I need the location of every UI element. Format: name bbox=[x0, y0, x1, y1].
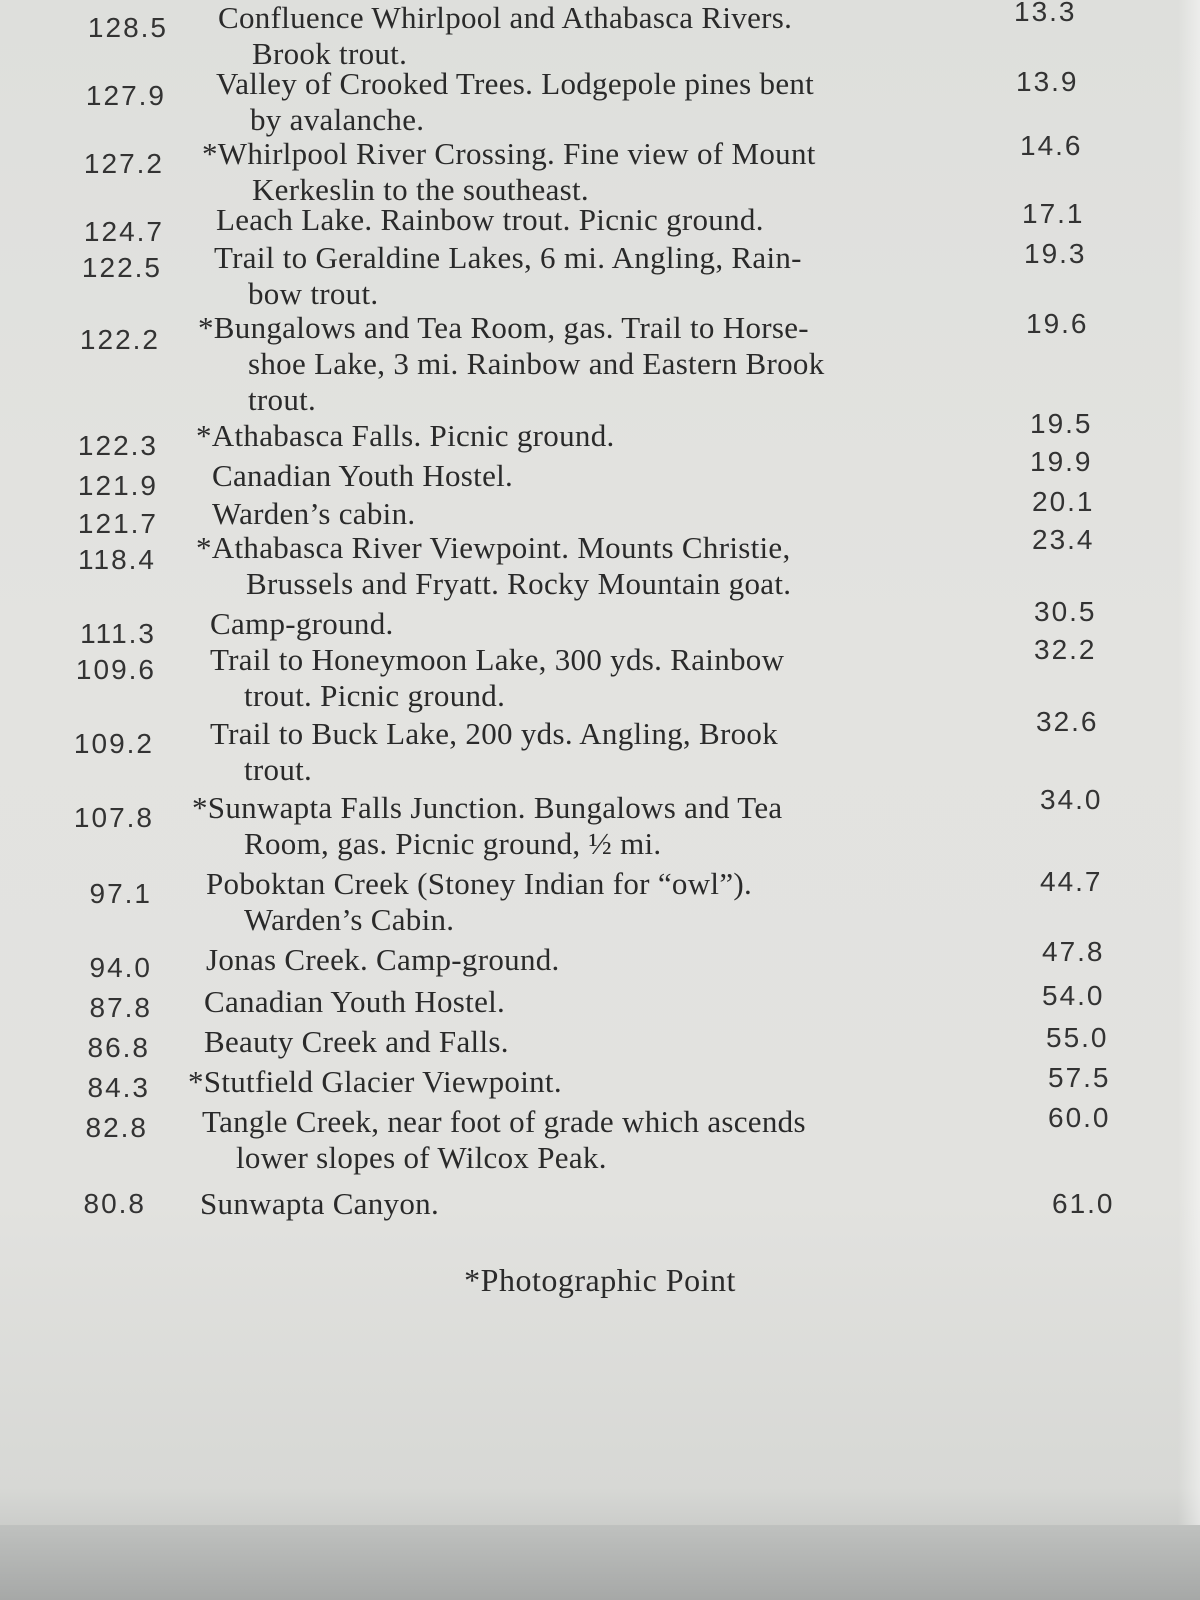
entry-line-continuation: shoe Lake, 3 mi. Rainbow and Eastern Brook bbox=[248, 346, 825, 381]
mileage-left: 97.1 bbox=[89, 878, 152, 909]
mileage-left: 127.2 bbox=[83, 148, 164, 179]
entry-description bbox=[198, 310, 825, 418]
entry-description bbox=[200, 1186, 439, 1222]
mileage-right: 44.7 bbox=[1040, 866, 1103, 897]
mileage-left: 127.9 bbox=[85, 80, 166, 111]
mileage-left: 109.2 bbox=[73, 728, 154, 759]
entry-line: Tangle Creek, near foot of grade which ascends bbox=[202, 1104, 806, 1139]
entry-line: *Sunwapta Falls Junction. Bungalows and Tea bbox=[192, 790, 783, 825]
entry-line-continuation: trout. bbox=[248, 382, 317, 417]
entry-description bbox=[196, 530, 791, 602]
entry-line: *Stutfield Glacier Viewpoint. bbox=[188, 1064, 562, 1099]
entry-line-continuation: bow trout. bbox=[248, 276, 379, 311]
mileage-right: 23.4 bbox=[1032, 524, 1095, 555]
entry-line: Trail to Geraldine Lakes, 6 mi. Angling, Rain- bbox=[214, 240, 802, 275]
entry-description bbox=[206, 866, 752, 938]
entry-line-continuation: trout. Picnic ground. bbox=[244, 678, 506, 713]
mileage-right: 19.6 bbox=[1026, 308, 1089, 339]
entry-description bbox=[196, 418, 615, 454]
entry-description bbox=[202, 1104, 806, 1176]
entry-line-continuation: Warden’s Cabin. bbox=[244, 902, 455, 937]
entry-line: *Bungalows and Tea Room, gas. Trail to Horse- bbox=[198, 310, 809, 345]
mileage-right: 13.3 bbox=[1014, 0, 1077, 27]
mileage-left: 121.7 bbox=[77, 508, 158, 539]
entry-line: Confluence Whirlpool and Athabasca Rivers. bbox=[218, 0, 793, 35]
entry-description bbox=[218, 0, 792, 72]
mileage-right: 34.0 bbox=[1040, 784, 1103, 815]
entry-line-continuation: Room, gas. Picnic ground, ½ mi. bbox=[244, 826, 662, 861]
mileage-left: 84.3 bbox=[87, 1072, 150, 1103]
entry-description bbox=[216, 202, 764, 238]
mileage-left: 118.4 bbox=[78, 544, 156, 575]
mileage-right: 61.0 bbox=[1052, 1188, 1115, 1219]
entry-line: Sunwapta Canyon. bbox=[200, 1186, 439, 1221]
mileage-left: 111.3 bbox=[80, 618, 156, 649]
mileage-right: 30.5 bbox=[1034, 596, 1097, 627]
entry-description bbox=[212, 496, 415, 532]
entry-description bbox=[210, 716, 778, 788]
entry-description bbox=[212, 458, 513, 494]
entry-line: *Whirlpool River Crossing. Fine view of Mount bbox=[202, 136, 816, 171]
mileage-right: 32.2 bbox=[1034, 634, 1097, 665]
entry-description bbox=[216, 66, 814, 138]
entry-line: Valley of Crooked Trees. Lodgepole pines bent bbox=[216, 66, 815, 101]
mileage-left: 124.7 bbox=[83, 216, 164, 247]
mileage-right: 55.0 bbox=[1046, 1022, 1109, 1053]
mileage-left: 122.3 bbox=[77, 430, 158, 461]
mileage-right: 20.1 bbox=[1032, 486, 1095, 517]
entry-description bbox=[210, 606, 394, 642]
mileage-right: 32.6 bbox=[1036, 706, 1099, 737]
entry-line: Trail to Buck Lake, 200 yds. Angling, Brook bbox=[210, 716, 779, 751]
entry-line-continuation: Brussels and Fryatt. Rocky Mountain goat. bbox=[246, 566, 792, 601]
entry-description bbox=[204, 1024, 509, 1060]
mileage-right: 19.5 bbox=[1030, 408, 1093, 439]
entry-description bbox=[192, 790, 783, 862]
entry-line: Beauty Creek and Falls. bbox=[204, 1024, 509, 1059]
mileage-left: 107.8 bbox=[73, 802, 154, 833]
footnote-photographic-point: *Photographic Point bbox=[464, 1262, 736, 1298]
entry-line-continuation: Kerkeslin to the southeast. bbox=[252, 172, 589, 207]
entry-description bbox=[188, 1064, 562, 1100]
entry-line: Canadian Youth Hostel. bbox=[204, 984, 506, 1019]
mileage-left: 109.6 bbox=[75, 654, 156, 685]
mileage-right: 17.1 bbox=[1022, 198, 1085, 229]
page-shadow bbox=[0, 1525, 1200, 1600]
entry-description bbox=[210, 642, 784, 714]
entry-line: Warden’s cabin. bbox=[212, 496, 416, 531]
mileage-right: 14.6 bbox=[1020, 130, 1083, 161]
mileage-left: 94.0 bbox=[89, 952, 152, 983]
mileage-right: 60.0 bbox=[1048, 1102, 1111, 1133]
mileage-right: 19.3 bbox=[1024, 238, 1087, 269]
mileage-right: 47.8 bbox=[1042, 936, 1105, 967]
entry-line-continuation: lower slopes of Wilcox Peak. bbox=[236, 1140, 607, 1175]
entry-line: Leach Lake. Rainbow trout. Picnic ground. bbox=[216, 202, 764, 237]
mileage-left: 128.5 bbox=[87, 12, 168, 43]
entry-line-continuation: by avalanche. bbox=[250, 102, 425, 137]
entry-description bbox=[202, 136, 816, 208]
mileage-left: 82.8 bbox=[85, 1112, 148, 1143]
entry-line: Canadian Youth Hostel. bbox=[212, 458, 514, 493]
mileage-right: 13.9 bbox=[1016, 66, 1079, 97]
entry-line-continuation: Brook trout. bbox=[252, 36, 408, 71]
mileage-left: 80.8 bbox=[83, 1188, 146, 1219]
mileage-right: 54.0 bbox=[1042, 980, 1105, 1011]
entry-line: Poboktan Creek (Stoney Indian for “owl”). bbox=[206, 866, 753, 901]
mileage-left: 121.9 bbox=[77, 470, 158, 501]
entry-line: Trail to Honeymoon Lake, 300 yds. Rainbow bbox=[210, 642, 785, 677]
entry-line-continuation: trout. bbox=[244, 752, 313, 787]
mileage-right: 19.9 bbox=[1030, 446, 1093, 477]
mileage-left: 87.8 bbox=[89, 992, 152, 1023]
entry-line: *Athabasca River Viewpoint. Mounts Christie, bbox=[196, 530, 791, 565]
mileage-right: 57.5 bbox=[1048, 1062, 1111, 1093]
mileage-left: 122.5 bbox=[81, 252, 162, 283]
entry-description bbox=[206, 942, 560, 978]
mileage-left: 86.8 bbox=[87, 1032, 150, 1063]
entry-description bbox=[214, 240, 802, 312]
entry-line: Camp-ground. bbox=[210, 606, 394, 641]
mileage-left: 122.2 bbox=[79, 324, 160, 355]
entry-line: Jonas Creek. Camp-ground. bbox=[206, 942, 560, 977]
entry-line: *Athabasca Falls. Picnic ground. bbox=[196, 418, 615, 453]
entry-description bbox=[204, 984, 505, 1020]
